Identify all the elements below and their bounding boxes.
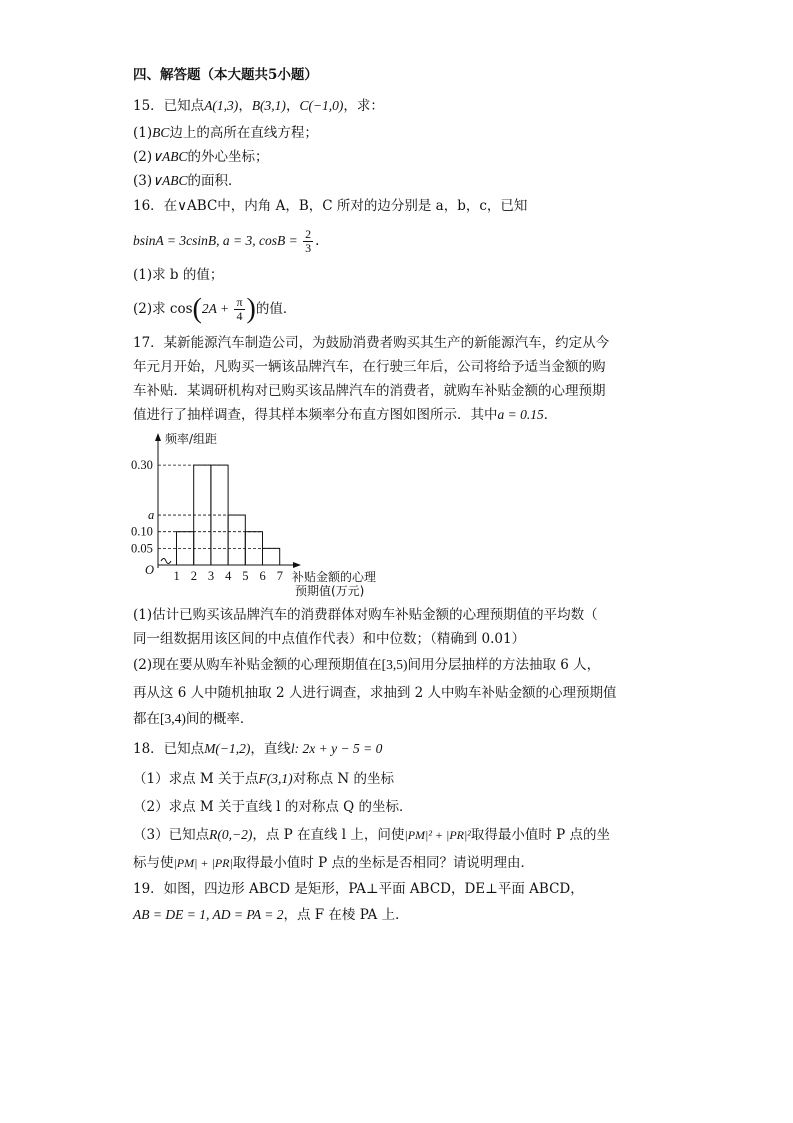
point-m: M(−1,2) <box>204 741 251 756</box>
axis-break-icon <box>161 559 171 564</box>
y-tick-label-005: 0.05 <box>131 541 153 556</box>
part-text: 的值． <box>255 301 297 317</box>
q17-part2-line2: 再从这 6 人中随机抽取 2 人进行调查，求抽到 2 人中购车补贴金额的心理预期值 <box>133 685 617 701</box>
text: 取得最小值时 P 点的坐标是否相同？请说明理由． <box>232 855 534 871</box>
part-number: (1) <box>133 125 153 141</box>
part-text: 的外心坐标； <box>187 149 269 165</box>
frequency-histogram <box>125 430 405 600</box>
text: (2)现在要从购车补贴金额的心理预期值在 <box>133 657 382 673</box>
point-b: B(3,1) <box>251 98 286 113</box>
part-text: 的面积． <box>187 173 242 189</box>
part-text: 边上的高所在直线方程； <box>169 125 318 141</box>
sum-of-distances-expr: |PM| + |PR| <box>173 856 233 870</box>
y-tick-label-010: 0.10 <box>131 524 153 539</box>
sum-of-squares-expr: |PM|² + |PR|² <box>404 828 471 842</box>
x-tick-label-4: 4 <box>225 569 232 583</box>
x-tick-label-6: 6 <box>259 569 266 583</box>
text: 对称点 N 的坐标 <box>292 771 395 787</box>
histogram-bar-4 <box>228 515 245 565</box>
condition-formula: bsinA = 3csinB, a = 3, cosB = <box>133 233 302 248</box>
q15-label: 15．已知点 <box>133 98 205 114</box>
point-a: A(1,3) <box>204 98 239 113</box>
angle-expr: 2A + <box>201 301 233 316</box>
q17-line1: 17．某新能源汽车制造公司，为鼓励消费者购买其生产的新能源汽车，约定从今 <box>133 335 610 351</box>
a-value: a = 0.15 <box>497 407 544 422</box>
text: ，点 P 在直线 l 上，问使 <box>252 827 405 843</box>
period: . <box>315 233 320 249</box>
q16-part1: (1)求 b 的值； <box>133 267 224 283</box>
q17-part1-line1: (1)估计已购买该品牌汽车的消费群体对购车补贴金额的心理预期值的平均数（ <box>133 607 598 623</box>
q17-part1-line2: 同一组数据用该区间的中点值作代表）和中位数；（精确到 0.01） <box>133 631 526 647</box>
point-c: C(−1,0) <box>299 98 344 113</box>
x-tick-label-5: 5 <box>242 569 249 583</box>
numerator: 2 <box>305 227 312 241</box>
point-r: R(0,−2) <box>209 827 253 842</box>
lengths-formula: AB = DE = 1, AD = PA = 2 <box>133 907 284 922</box>
text: ． <box>543 407 558 423</box>
denominator: 3 <box>305 241 312 255</box>
text: （1）求点 M 关于点 <box>133 771 259 787</box>
part-number: (3) <box>133 173 153 189</box>
q18-part3-line2 <box>133 854 534 872</box>
text: （3）已知点 <box>133 827 210 843</box>
q15-part1 <box>133 124 318 142</box>
interval-3-4: [3,4) <box>160 711 186 726</box>
x-tick-label-2: 2 <box>190 569 197 583</box>
triangle-abc: ∨ABC <box>152 173 188 188</box>
fraction-pi-over-4 <box>234 296 244 323</box>
histogram-bar-6 <box>263 548 280 565</box>
numerator: π <box>236 295 243 309</box>
segment-bc: BC <box>152 125 170 140</box>
q17-part2-line1 <box>133 656 600 674</box>
q16-part2 <box>133 293 297 325</box>
text: 18．已知点 <box>133 741 205 757</box>
paren-left: ( <box>192 293 202 325</box>
interval-3-5: [3,5) <box>381 657 408 672</box>
x-tick-label-7: 7 <box>276 569 283 583</box>
text: ，直线 <box>250 741 291 757</box>
text: 都在 <box>133 711 160 727</box>
x-axis-arrow <box>293 562 301 568</box>
separator: ， <box>238 98 252 114</box>
x-axis-label-line2: 预期值(万元) <box>295 584 365 598</box>
y-axis-label: 频率/组距 <box>165 432 218 446</box>
q17-line4 <box>133 406 557 424</box>
text: 标与使 <box>133 855 174 871</box>
denominator: 4 <box>236 309 243 323</box>
q16-intro: 16．在∨ABC中，内角 A，B，C 所对的边分别是 a，b，c，已知 <box>133 198 528 214</box>
q18-part3-line1 <box>133 826 610 844</box>
separator: ， <box>285 98 300 114</box>
y-tick-label-a: a <box>148 508 155 523</box>
x-axis-label-line1: 补贴金额的心理 <box>292 570 377 584</box>
text: 取得最小值时 P 点的坐 <box>470 827 611 843</box>
q18-part1 <box>133 770 394 788</box>
fraction-two-thirds <box>303 228 313 255</box>
q15-part3 <box>133 172 242 190</box>
q16-condition <box>133 228 319 255</box>
part-number: (2) <box>133 149 153 165</box>
origin-label: O <box>145 563 155 577</box>
q19-line2 <box>133 906 409 924</box>
part-text: (2)求 cos <box>133 301 193 317</box>
q17-line2: 年元月开始，凡购买一辆该品牌汽车，在行驶三年后，公司将给予适当金额的购 <box>133 359 606 375</box>
q17-part2-line3 <box>133 710 253 728</box>
q15-intro <box>133 97 384 115</box>
text: 间的概率． <box>185 711 254 727</box>
q17-line3: 车补贴．某调研机构对已购买该品牌汽车的消费者，就购车补贴金额的心理预期 <box>133 383 606 399</box>
q18-intro <box>133 740 382 758</box>
text: 值进行了抽样调查，得其样本频率分布直方图如图所示．其中 <box>133 407 498 423</box>
y-axis-arrow <box>155 433 161 441</box>
x-tick-label-1: 1 <box>173 569 180 583</box>
section-title: 四、解答题（本大题共5小题） <box>133 67 318 83</box>
q15-part2 <box>133 148 269 166</box>
q18-part2: （2）求点 M 关于直线 l 的对称点 Q 的坐标． <box>133 799 413 815</box>
text: ，点 F 在棱 PA 上． <box>283 907 409 923</box>
q15-ask: ，求： <box>343 98 384 114</box>
point-f: F(3,1) <box>258 771 293 786</box>
x-tick-label-3: 3 <box>207 569 215 583</box>
triangle-abc: ∨ABC <box>152 149 188 164</box>
y-tick-label-030: 0.30 <box>131 458 153 473</box>
text: 间用分层抽样的方法抽取 6 人， <box>407 657 601 673</box>
q19-line1: 19．如图，四边形 ABCD 是矩形，PA⊥平面 ABCD，DE⊥平面 ABCD， <box>133 881 584 897</box>
paren-right: ) <box>246 293 256 325</box>
line-l-equation: l: 2x + y − 5 = 0 <box>290 741 383 756</box>
